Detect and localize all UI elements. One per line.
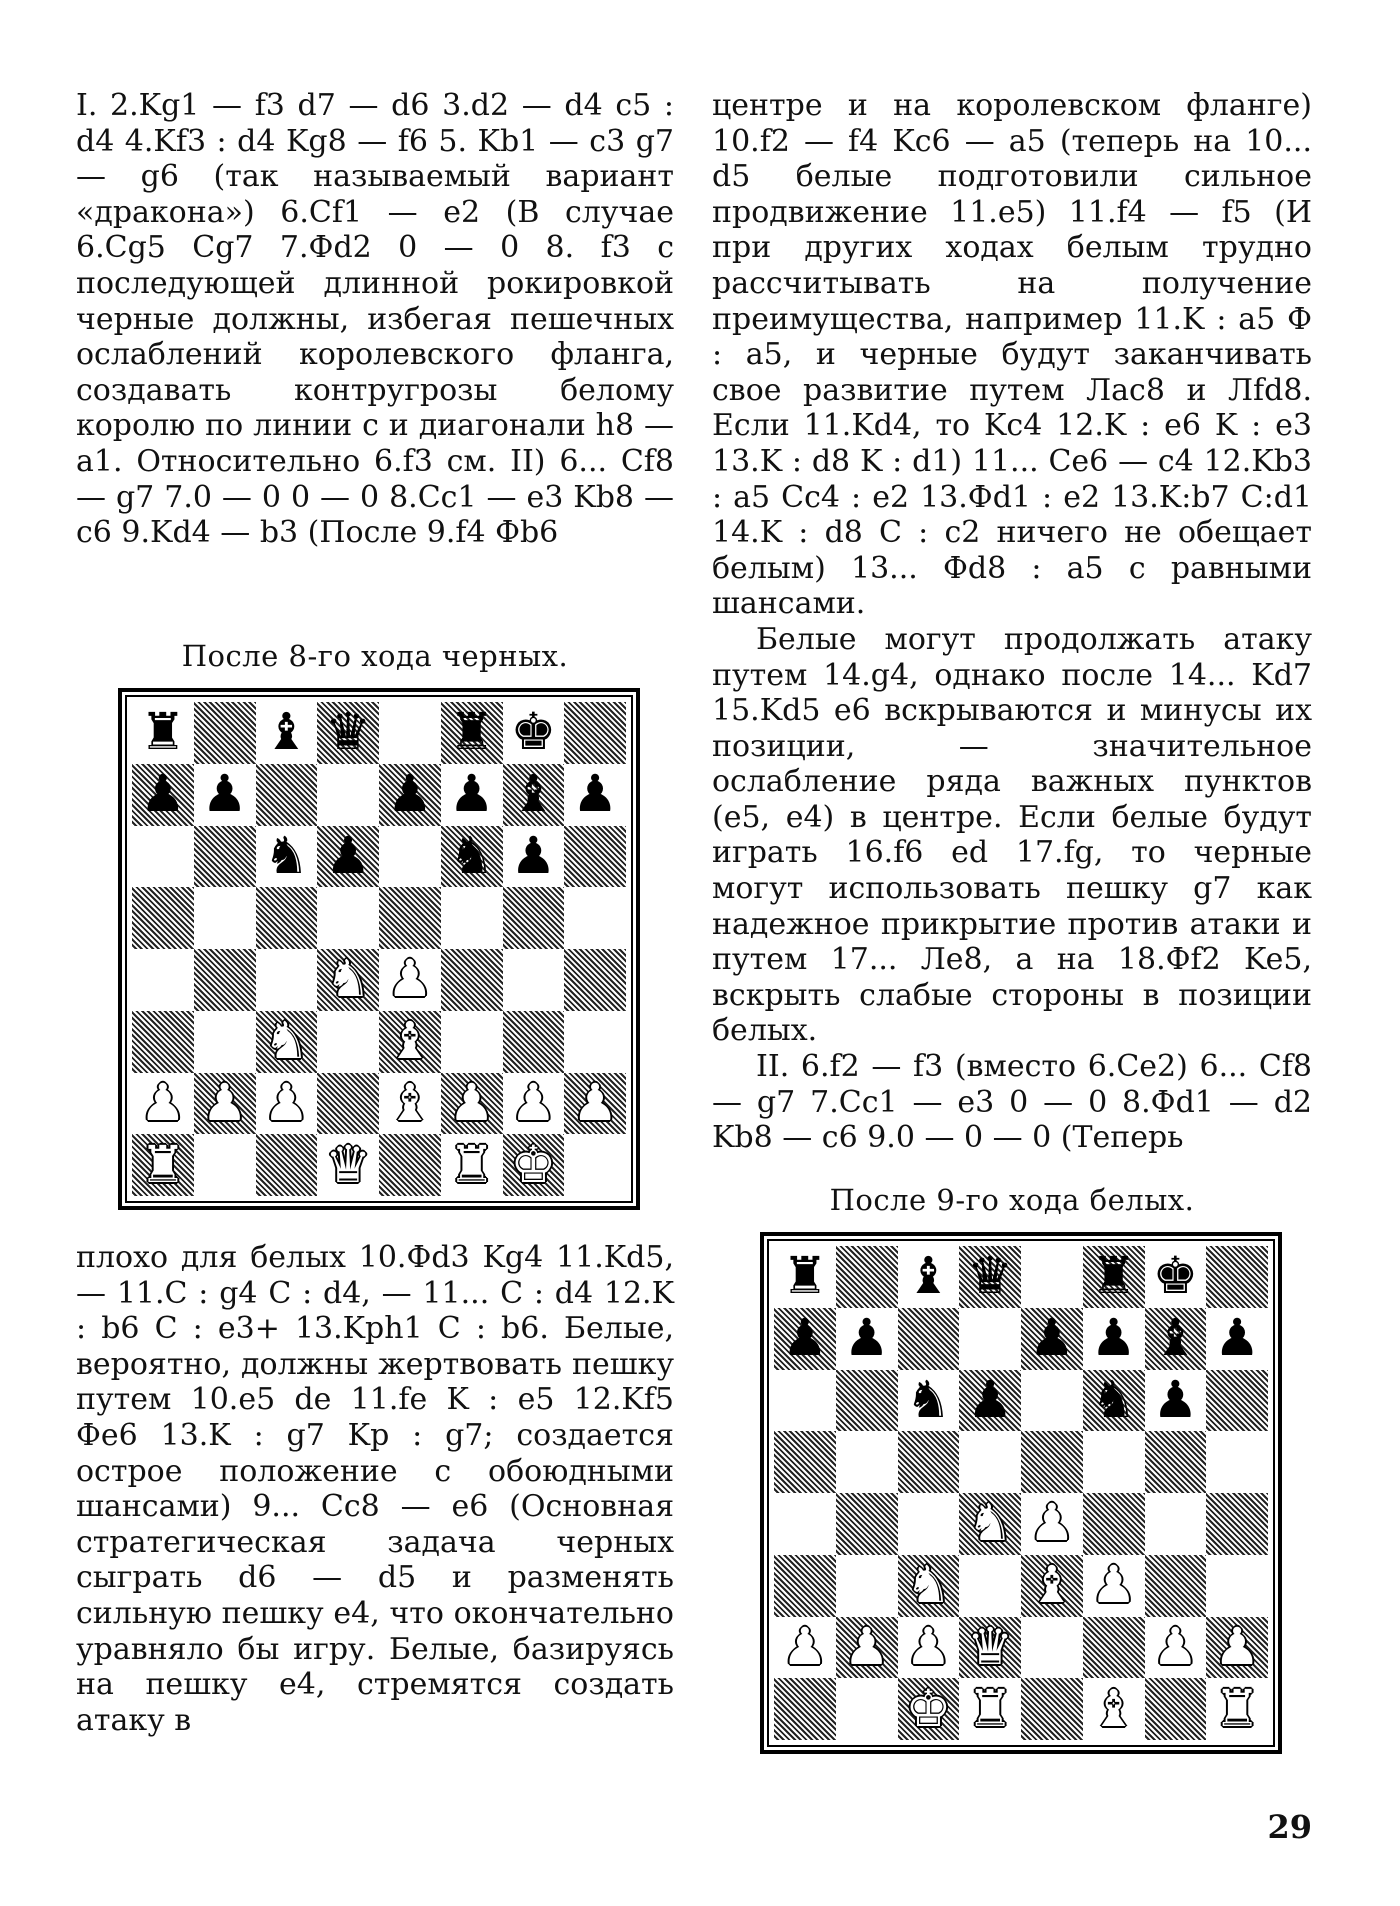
black-rook-icon: ♜ bbox=[1090, 1247, 1137, 1307]
square-c1 bbox=[898, 1678, 960, 1740]
square-g8 bbox=[503, 702, 565, 764]
square-c3 bbox=[898, 1555, 960, 1617]
left-top-text: I. 2.Kg1 — f3 d7 — d6 3.d2 — d4 c5 : d4 4.Kf3 : d4 Kg8 — f6 5. Kb1 — c3 g7 — g6 (так называемый вариант «дракона») 6.Cf1 — e2 (В случае 6.Cg5 Cg7 7.Фd2 0 — 0 8. f3 с последующей длинной рокировкой черные должны, избегая пешечных ослаблений королевского фланга, создавать контругрозы белому королю по линии с и диагонали h8 — a1. Относительно 6.f3 см. II) 6... Cf8 — g7 7.0 — 0 0 — 0 8.Cc1 — e3 Kb8 — c6 9.Kd4 — b3 (После 9.f4 Фb6 bbox=[76, 88, 674, 551]
square-d4 bbox=[959, 1493, 1021, 1555]
white-pawn-icon: ♟ bbox=[201, 1073, 248, 1133]
square-f3 bbox=[441, 1011, 503, 1073]
white-king-icon: ♚ bbox=[905, 1679, 952, 1739]
white-king-icon: ♚ bbox=[510, 1135, 557, 1195]
square-c4 bbox=[256, 949, 318, 1011]
square-f1 bbox=[1083, 1678, 1145, 1740]
square-d1 bbox=[959, 1678, 1021, 1740]
black-pawn-icon: ♟ bbox=[510, 826, 557, 886]
white-pawn-icon: ♟ bbox=[782, 1617, 828, 1677]
square-h5 bbox=[1206, 1431, 1268, 1493]
square-e3 bbox=[1021, 1555, 1083, 1617]
square-g1 bbox=[1145, 1678, 1207, 1740]
square-g4 bbox=[1145, 1493, 1207, 1555]
square-g8 bbox=[1145, 1246, 1207, 1308]
white-bishop-icon: ♝ bbox=[387, 1073, 433, 1133]
black-bishop-icon: ♝ bbox=[263, 703, 310, 763]
square-a3 bbox=[132, 1011, 194, 1073]
black-king-icon: ♚ bbox=[1152, 1247, 1199, 1307]
square-e8 bbox=[1021, 1246, 1083, 1308]
square-g7 bbox=[503, 764, 565, 826]
chess-board-after-move-9 bbox=[774, 1246, 1268, 1740]
square-g7 bbox=[1145, 1308, 1207, 1370]
square-g3 bbox=[503, 1011, 565, 1073]
square-b4 bbox=[194, 949, 256, 1011]
square-f8 bbox=[441, 702, 503, 764]
white-pawn-icon: ♟ bbox=[510, 1073, 557, 1133]
black-pawn-icon: ♟ bbox=[1090, 1309, 1137, 1369]
square-e2 bbox=[379, 1073, 441, 1135]
white-pawn-icon: ♟ bbox=[843, 1617, 890, 1677]
square-d3 bbox=[317, 1011, 379, 1073]
square-c6 bbox=[256, 826, 318, 888]
white-rook-icon: ♜ bbox=[448, 1135, 495, 1195]
left-diagram-caption: После 8-го хода черных. bbox=[181, 639, 569, 673]
square-g2 bbox=[503, 1073, 565, 1135]
square-b6 bbox=[836, 1370, 898, 1432]
black-bishop-icon: ♝ bbox=[905, 1247, 952, 1307]
square-c8 bbox=[898, 1246, 960, 1308]
square-c8 bbox=[256, 702, 318, 764]
square-f4 bbox=[441, 949, 503, 1011]
square-h4 bbox=[564, 949, 626, 1011]
square-a3 bbox=[774, 1555, 836, 1617]
square-g6 bbox=[503, 826, 565, 888]
square-h7 bbox=[1206, 1308, 1268, 1370]
left-bottom-column bbox=[76, 1240, 674, 1738]
square-b5 bbox=[194, 887, 256, 949]
square-c7 bbox=[898, 1308, 960, 1370]
square-b7 bbox=[194, 764, 256, 826]
square-d7 bbox=[317, 764, 379, 826]
square-a6 bbox=[774, 1370, 836, 1432]
right-paragraph-3: II. 6.f2 — f3 (вместо 6.Ce2) 6... Cf8 — g7 7.Cc1 — e3 0 — 0 8.Фd1 — d2 Kb8 — c6 9.0 — 0 — 0 (Теперь bbox=[712, 1049, 1312, 1156]
square-d3 bbox=[959, 1555, 1021, 1617]
square-h3 bbox=[564, 1011, 626, 1073]
square-a5 bbox=[774, 1431, 836, 1493]
black-pawn-icon: ♟ bbox=[387, 765, 433, 825]
square-b6 bbox=[194, 826, 256, 888]
black-pawn-icon: ♟ bbox=[1152, 1370, 1199, 1430]
left-column bbox=[76, 88, 674, 551]
square-d1 bbox=[317, 1134, 379, 1196]
black-rook-icon: ♜ bbox=[448, 703, 495, 763]
white-pawn-icon: ♟ bbox=[1090, 1556, 1137, 1616]
left-bottom-text: плохо для белых 10.Фd3 Kg4 11.Kd5, — 11.C : g4 C : d4, — 11... C : d4 12.K : b6 C : e3+ 13.Kph1 C : b6. Белые, вероятно, должны жертвовать пешку путем 10.e5 de 11.fe K : e5 12.Kf5 Фe6 13.K : g7 Kp : g7; создается острое положение с обоюдными шансами) 9... Cc8 — e6 (Основная стратегическая задача черных сыграть d6 — d5 и разменять сильную пешку e4, что окончательно уравняло бы игру. Белые, базируясь на пешку e4, стремятся создать атаку в bbox=[76, 1240, 674, 1738]
square-b8 bbox=[836, 1246, 898, 1308]
square-e5 bbox=[379, 887, 441, 949]
square-a8 bbox=[132, 702, 194, 764]
square-e1 bbox=[1021, 1678, 1083, 1740]
black-pawn-icon: ♟ bbox=[1214, 1309, 1260, 1369]
page-number: 29 bbox=[1267, 1808, 1312, 1846]
white-queen-icon: ♛ bbox=[967, 1617, 1013, 1677]
square-f1 bbox=[441, 1134, 503, 1196]
square-g1 bbox=[503, 1134, 565, 1196]
right-column bbox=[712, 88, 1312, 1156]
white-knight-icon: ♞ bbox=[263, 1012, 310, 1072]
square-a1 bbox=[774, 1678, 836, 1740]
square-c4 bbox=[898, 1493, 960, 1555]
square-e2 bbox=[1021, 1617, 1083, 1679]
square-e7 bbox=[1021, 1308, 1083, 1370]
black-pawn-icon: ♟ bbox=[448, 765, 495, 825]
black-pawn-icon: ♟ bbox=[140, 765, 186, 825]
black-pawn-icon: ♟ bbox=[201, 765, 248, 825]
black-king-icon: ♚ bbox=[510, 703, 557, 763]
black-pawn-icon: ♟ bbox=[572, 765, 618, 825]
square-d2 bbox=[317, 1073, 379, 1135]
chess-board-after-move-8 bbox=[132, 702, 626, 1196]
square-b3 bbox=[194, 1011, 256, 1073]
square-c6 bbox=[898, 1370, 960, 1432]
square-e5 bbox=[1021, 1431, 1083, 1493]
square-d2 bbox=[959, 1617, 1021, 1679]
square-g4 bbox=[503, 949, 565, 1011]
white-pawn-icon: ♟ bbox=[140, 1073, 186, 1133]
square-h5 bbox=[564, 887, 626, 949]
white-pawn-icon: ♟ bbox=[448, 1073, 495, 1133]
white-pawn-icon: ♟ bbox=[905, 1617, 952, 1677]
black-queen-icon: ♛ bbox=[325, 703, 371, 763]
black-pawn-icon: ♟ bbox=[1029, 1309, 1075, 1369]
square-d7 bbox=[959, 1308, 1021, 1370]
white-pawn-icon: ♟ bbox=[1029, 1494, 1075, 1554]
square-f7 bbox=[441, 764, 503, 826]
square-g2 bbox=[1145, 1617, 1207, 1679]
square-g6 bbox=[1145, 1370, 1207, 1432]
right-paragraph-1: центре и на королевском фланге) 10.f2 — f4 Kc6 — a5 (теперь на 10... d5 белые подготовили сильное продвижение 11.e5) 11.f4 — f5 (И при других ходах белым трудно рассчитывать на получение преимущества, например 11.K : a5 Ф : a5, и черные будут заканчивать свое развитие путем Лac8 и Лfd8. Если 11.Kd4, то Kc4 12.K : e6 K : e3 13.K : d8 K : d1) 11... Ce6 — c4 12.Kb3 : a5 Cc4 : e2 13.Фd1 : e2 13.K:b7 C:d1 14.K : d8 C : c2 ничего не обещает белым) 13... Фd8 : a5 с равными шансами. bbox=[712, 88, 1312, 622]
square-d6 bbox=[317, 826, 379, 888]
square-b1 bbox=[836, 1678, 898, 1740]
square-h1 bbox=[564, 1134, 626, 1196]
square-c5 bbox=[898, 1431, 960, 1493]
square-e4 bbox=[379, 949, 441, 1011]
square-g3 bbox=[1145, 1555, 1207, 1617]
square-b2 bbox=[194, 1073, 256, 1135]
square-e8 bbox=[379, 702, 441, 764]
square-e3 bbox=[379, 1011, 441, 1073]
square-e7 bbox=[379, 764, 441, 826]
white-bishop-icon: ♝ bbox=[1029, 1556, 1075, 1616]
square-a4 bbox=[132, 949, 194, 1011]
black-queen-icon: ♛ bbox=[967, 1247, 1013, 1307]
square-d8 bbox=[959, 1246, 1021, 1308]
square-a2 bbox=[774, 1617, 836, 1679]
square-g5 bbox=[503, 887, 565, 949]
right-paragraph-2: Белые могут продолжать атаку путем 14.g4, однако после 14... Kd7 15.Kd5 e6 вскрываются и минусы их позиции, — значительное ослабление ряда важных пунктов (e5, e4) в центре. Если белые будут играть 16.f6 ed 17.fg, то черные могут использовать пешку g7 как надежное прикрытие против атаки и путем 17... Лe8, а на 18.Фf2 Ke5, вскрыть слабые стороны в позиции белых. bbox=[712, 621, 1312, 1049]
square-e6 bbox=[1021, 1370, 1083, 1432]
square-b8 bbox=[194, 702, 256, 764]
black-knight-icon: ♞ bbox=[263, 826, 310, 886]
square-f3 bbox=[1083, 1555, 1145, 1617]
white-pawn-icon: ♟ bbox=[1214, 1617, 1260, 1677]
square-h2 bbox=[1206, 1617, 1268, 1679]
white-queen-icon: ♛ bbox=[325, 1135, 371, 1195]
square-b2 bbox=[836, 1617, 898, 1679]
square-a2 bbox=[132, 1073, 194, 1135]
square-g5 bbox=[1145, 1431, 1207, 1493]
black-bishop-icon: ♝ bbox=[1152, 1309, 1199, 1369]
square-h8 bbox=[1206, 1246, 1268, 1308]
square-d5 bbox=[959, 1431, 1021, 1493]
square-d6 bbox=[959, 1370, 1021, 1432]
black-pawn-icon: ♟ bbox=[967, 1370, 1013, 1430]
chess-diagram-left bbox=[118, 688, 640, 1210]
black-pawn-icon: ♟ bbox=[325, 826, 371, 886]
square-c7 bbox=[256, 764, 318, 826]
square-a6 bbox=[132, 826, 194, 888]
white-knight-icon: ♞ bbox=[967, 1494, 1013, 1554]
square-f5 bbox=[1083, 1431, 1145, 1493]
square-e6 bbox=[379, 826, 441, 888]
square-a8 bbox=[774, 1246, 836, 1308]
square-e1 bbox=[379, 1134, 441, 1196]
black-knight-icon: ♞ bbox=[1090, 1370, 1137, 1430]
square-h6 bbox=[1206, 1370, 1268, 1432]
square-b4 bbox=[836, 1493, 898, 1555]
square-c2 bbox=[898, 1617, 960, 1679]
square-h8 bbox=[564, 702, 626, 764]
right-diagram-caption: После 9-го хода белых. bbox=[829, 1183, 1195, 1217]
square-f8 bbox=[1083, 1246, 1145, 1308]
square-b7 bbox=[836, 1308, 898, 1370]
square-e4 bbox=[1021, 1493, 1083, 1555]
square-a7 bbox=[774, 1308, 836, 1370]
square-f7 bbox=[1083, 1308, 1145, 1370]
square-d5 bbox=[317, 887, 379, 949]
square-c2 bbox=[256, 1073, 318, 1135]
square-c3 bbox=[256, 1011, 318, 1073]
white-pawn-icon: ♟ bbox=[572, 1073, 618, 1133]
square-h3 bbox=[1206, 1555, 1268, 1617]
white-rook-icon: ♜ bbox=[140, 1135, 186, 1195]
square-f6 bbox=[441, 826, 503, 888]
square-b5 bbox=[836, 1431, 898, 1493]
white-knight-icon: ♞ bbox=[325, 950, 371, 1010]
square-a4 bbox=[774, 1493, 836, 1555]
white-pawn-icon: ♟ bbox=[387, 950, 433, 1010]
square-h1 bbox=[1206, 1678, 1268, 1740]
square-c5 bbox=[256, 887, 318, 949]
white-rook-icon: ♜ bbox=[967, 1679, 1013, 1739]
square-h6 bbox=[564, 826, 626, 888]
black-knight-icon: ♞ bbox=[448, 826, 495, 886]
white-bishop-icon: ♝ bbox=[387, 1012, 433, 1072]
chess-diagram-right bbox=[760, 1232, 1282, 1754]
black-pawn-icon: ♟ bbox=[843, 1309, 890, 1369]
black-rook-icon: ♜ bbox=[140, 703, 186, 763]
square-f2 bbox=[1083, 1617, 1145, 1679]
square-b1 bbox=[194, 1134, 256, 1196]
square-d8 bbox=[317, 702, 379, 764]
square-a5 bbox=[132, 887, 194, 949]
square-b3 bbox=[836, 1555, 898, 1617]
square-f2 bbox=[441, 1073, 503, 1135]
black-rook-icon: ♜ bbox=[782, 1247, 828, 1307]
black-bishop-icon: ♝ bbox=[510, 765, 557, 825]
square-a1 bbox=[132, 1134, 194, 1196]
square-d4 bbox=[317, 949, 379, 1011]
square-f5 bbox=[441, 887, 503, 949]
square-h7 bbox=[564, 764, 626, 826]
black-pawn-icon: ♟ bbox=[782, 1309, 828, 1369]
square-f6 bbox=[1083, 1370, 1145, 1432]
white-rook-icon: ♜ bbox=[1214, 1679, 1260, 1739]
white-bishop-icon: ♝ bbox=[1090, 1679, 1137, 1739]
square-c1 bbox=[256, 1134, 318, 1196]
black-knight-icon: ♞ bbox=[905, 1370, 952, 1430]
white-knight-icon: ♞ bbox=[905, 1556, 952, 1616]
square-h4 bbox=[1206, 1493, 1268, 1555]
white-pawn-icon: ♟ bbox=[1152, 1617, 1199, 1677]
white-pawn-icon: ♟ bbox=[263, 1073, 310, 1133]
square-a7 bbox=[132, 764, 194, 826]
square-f4 bbox=[1083, 1493, 1145, 1555]
square-h2 bbox=[564, 1073, 626, 1135]
